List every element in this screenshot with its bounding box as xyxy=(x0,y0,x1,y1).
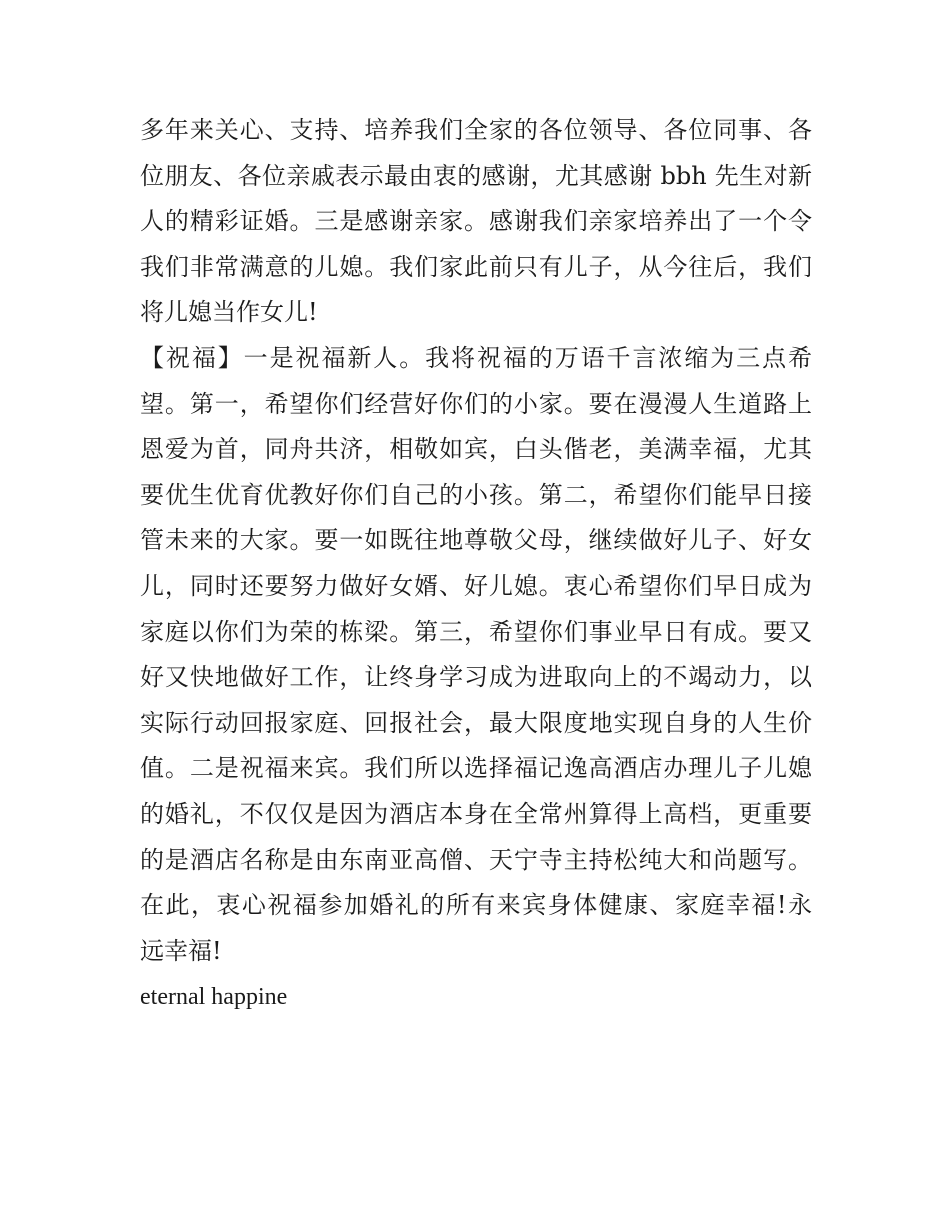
text-line: 的是酒店名称是由东南亚高僧、天宁寺主持松纯大和尚题写。 xyxy=(140,845,812,874)
text-line: 恩爱为首，同舟共济，相敬如宾，白头偕老，美满幸福，尤其 xyxy=(140,435,812,464)
paragraph-thanks xyxy=(140,108,812,336)
text-line: 远幸福! xyxy=(140,936,222,965)
text-line: 实际行动回报家庭、回报社会，最大限度地实现自身的人生价 xyxy=(140,708,812,737)
text-line: 的婚礼，不仅仅是因为酒店本身在全常州算得上高档，更重要 xyxy=(140,799,812,828)
text-line: 要优生优育优教好你们自己的小孩。第二，希望你们能早日接 xyxy=(140,480,812,509)
trailing-text: eternal happine xyxy=(140,984,288,1011)
document-body xyxy=(140,108,812,1020)
paragraph-blessing xyxy=(140,336,812,974)
text-line: 家庭以你们为荣的栋梁。第三，希望你们事业早日有成。要又 xyxy=(140,617,812,646)
text-line: 多年来关心、支持、培养我们全家的各位领导、各位同事、各 xyxy=(140,116,812,144)
text-line: 【祝福】一是祝福新人。我将祝福的万语千言浓缩为三点希 xyxy=(140,343,812,372)
text-line: 管未来的大家。要一如既往地尊敬父母，继续做好儿子、好女 xyxy=(140,526,812,555)
text-line: 好又快地做好工作，让终身学习成为进取向上的不竭动力，以 xyxy=(140,663,812,692)
text-line: 人的精彩证婚。三是感谢亲家。感谢我们亲家培养出了一个令 xyxy=(140,207,812,236)
text-line: 将儿媳当作女儿! xyxy=(140,298,318,327)
text-line: 望。第一，希望你们经营好你们的小家。要在漫漫人生道路上 xyxy=(140,389,812,418)
text-line: 我们非常满意的儿媳。我们家此前只有儿子，从今往后，我们 xyxy=(140,252,812,281)
text-line: 值。二是祝福来宾。我们所以选择福记逸高酒店办理儿子儿媳 xyxy=(140,754,812,783)
text-line: 儿，同时还要努力做好女婿、好儿媳。衷心希望你们早日成为 xyxy=(140,571,812,600)
text-line: 位朋友、各位亲戚表示最由衷的感谢，尤其感谢 bbh 先生对新 xyxy=(140,161,812,190)
text-line: 在此，衷心祝福参加婚礼的所有来宾身体健康、家庭幸福!永 xyxy=(140,891,812,920)
